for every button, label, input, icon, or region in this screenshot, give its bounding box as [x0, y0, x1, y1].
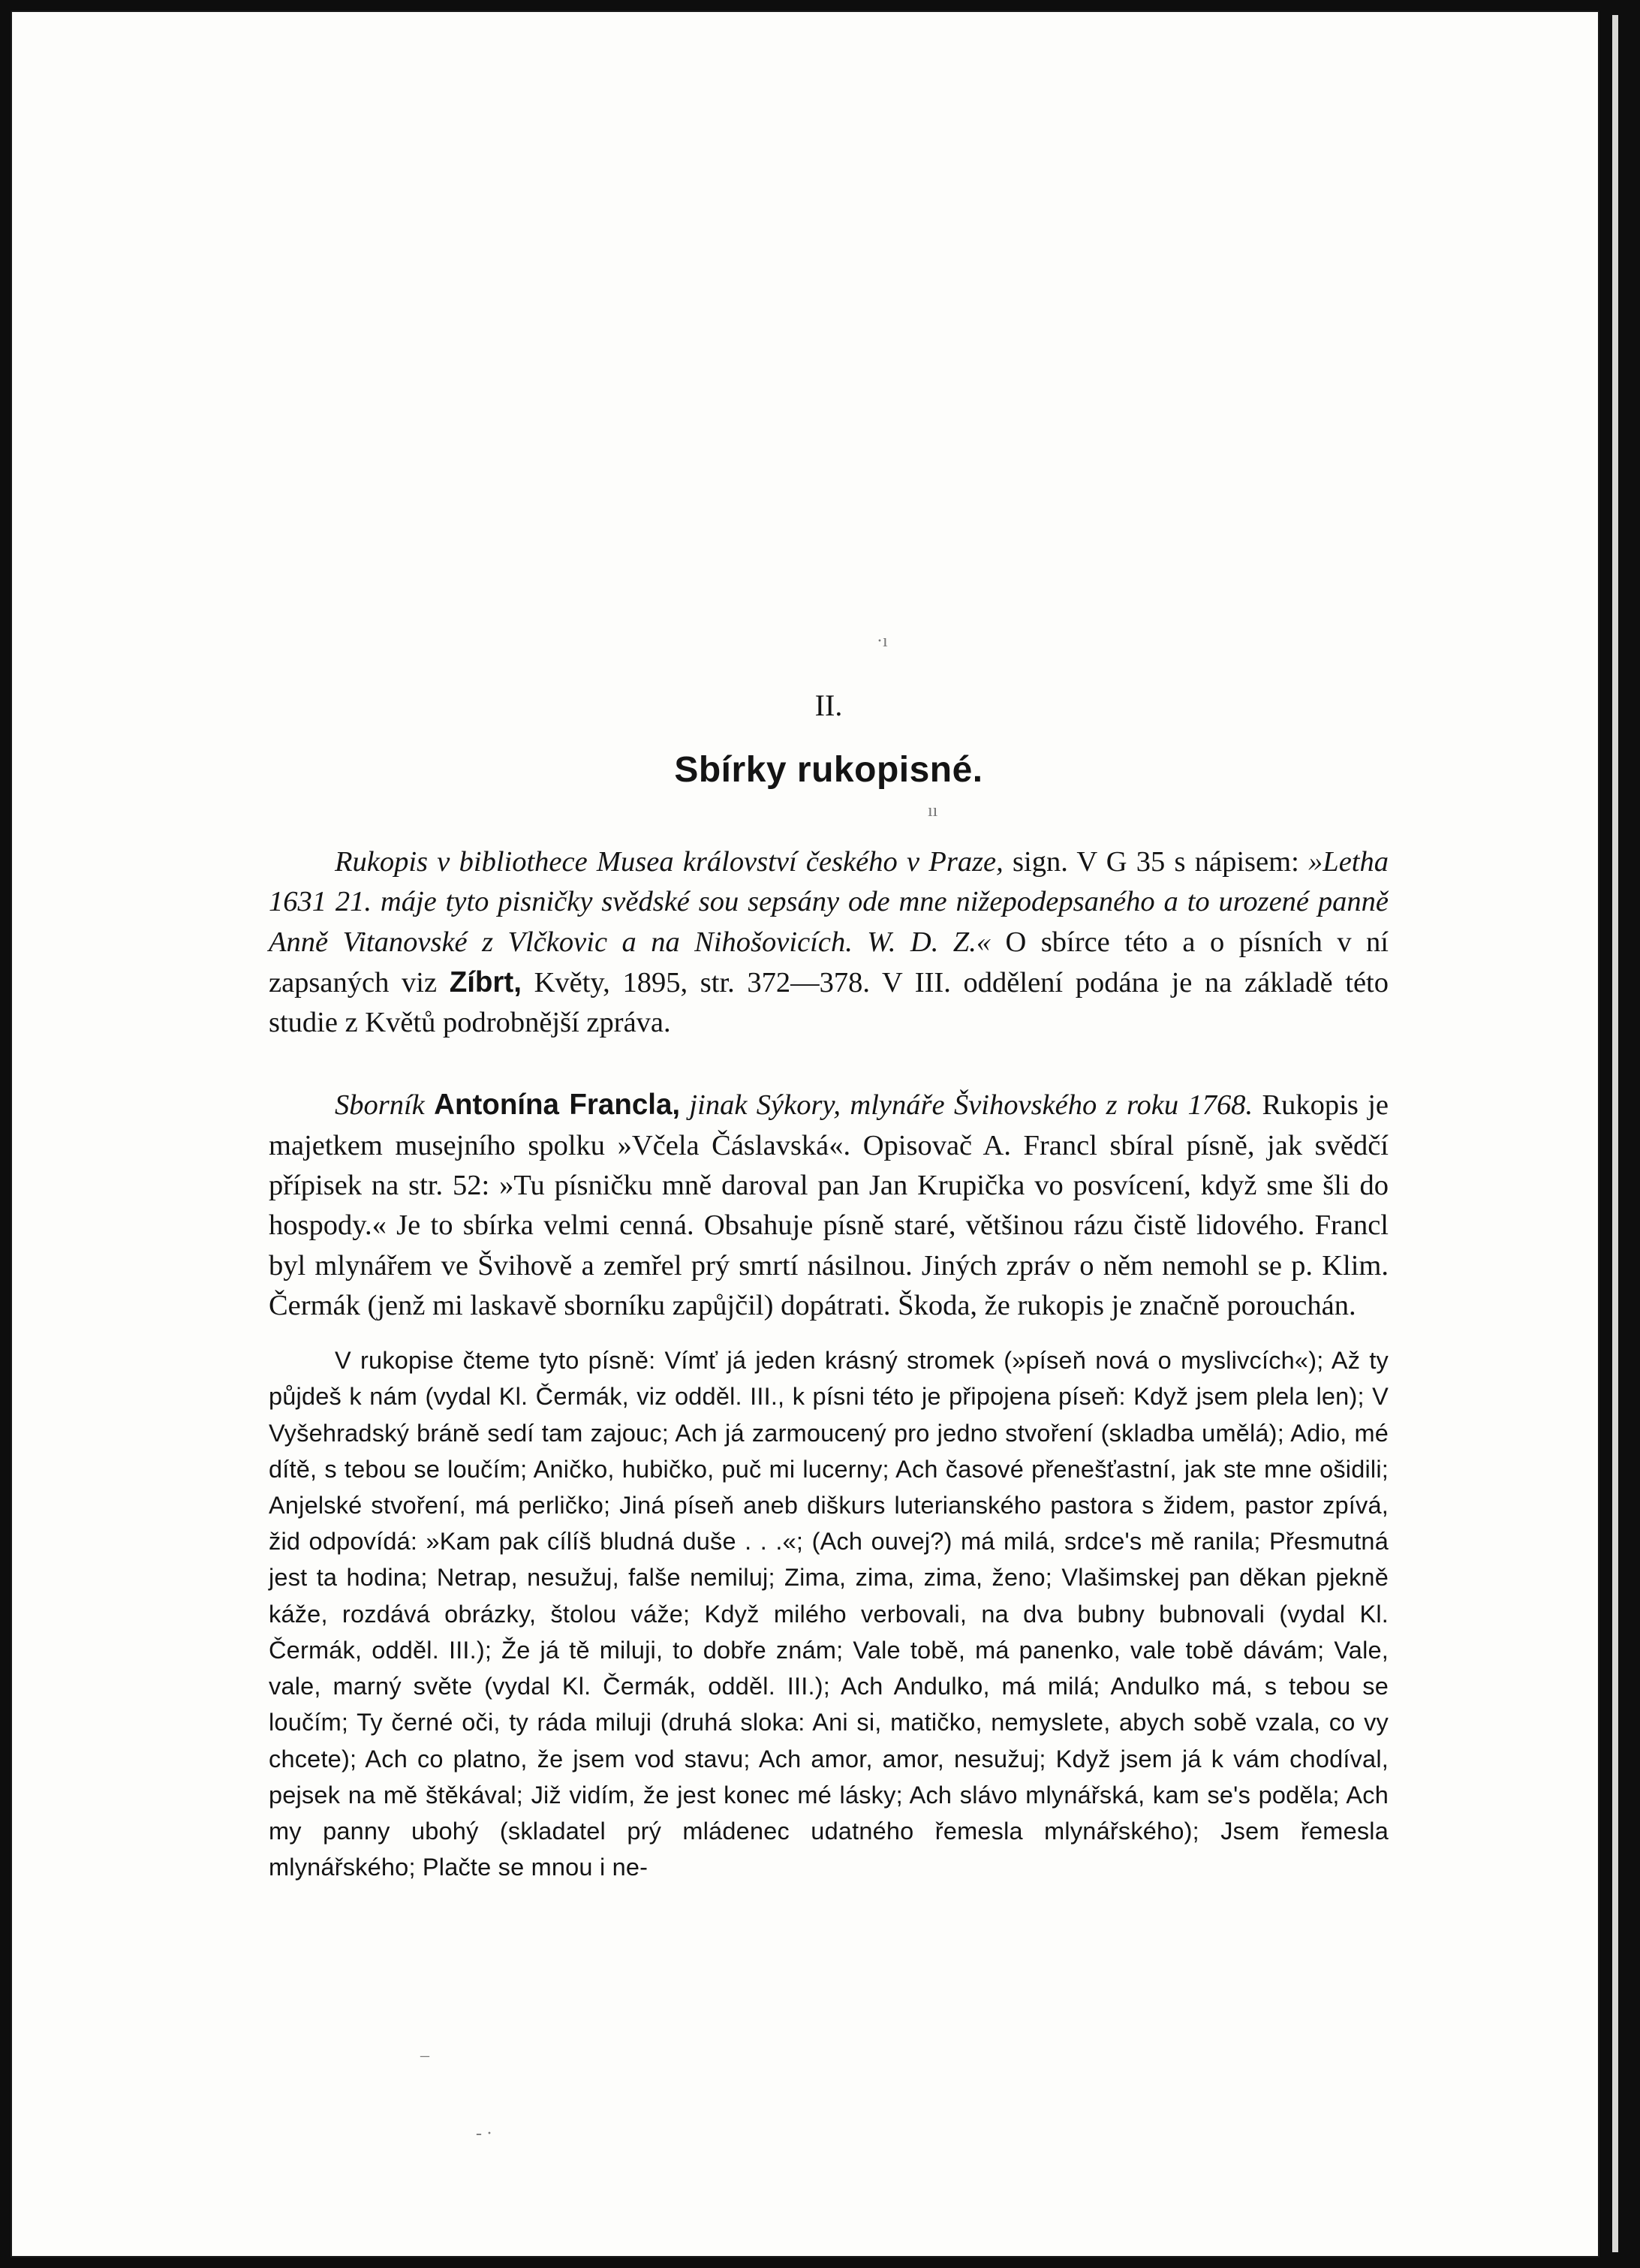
- section-title: Sbírky rukopisné.: [674, 750, 983, 790]
- paragraph-song-list: V rukopise čteme tyto písně: Vímť já jeden krásný stromek (»píseň nová o myslivcích«); Až ty půjdeš k nám (vydal Kl. Čermák, viz odděl. III., k písni této je připojena píseň: Když jsem plela len); V Vyšehradský bráně sedí tam zajouc; Ach já zarmoucený pro jedno stvoření (skladba umělá); Adio, mé dítě, s tebou se loučím; Aničko, hubičko, puč mi lucerny; Ach časové přenešťastní, jak ste mne ošidili; Anjelské stvoření, má perličko; Jiná píseň aneb diškurs luterianského pastora s židem, pastor zpívá, žid odpovídá: »Kam pak cílíš bludná duše . . .«; (Ach ouvej?) má milá, srdce's mě ranila; Přesmutná jest ta hodina; Netrap, nesužuj, falše nemiluj; Zima, zima, zima, ženo; Vlašimskej pan děkan pjekně káže, rozdává obrázky, štolou váže; Když milého verbovali, na dva bubny bubnovali (vydal Kl. Čermák, odděl. III.); Že já tě miluji, to dobře znám; Vale tobě, má panenko, vale tobě dávám; Vale, vale, marný světe (vydal Kl. Čermák, odděl. III.); Ach Andulko, má milá; Andulko má, s tebou se loučím; Ty černé oči, ty ráda miluji (druhá sloka: Ani si, matičko, nemyslete, abych sobě vzala, co vy chcete); Ach co platno, že jsem vod stavu; Ach amor, amor, nesužuj; Když jsem já k vám chodíval, pejsek na mě štěkával; Již vidím, že jest konec mé lásky; Ach slávo mlynářská, kam se's poděla; Ach my panny ubohý (skladatel prý mládenec udatného řemesla mlynářského); Jsem řemesla mlynářského; Plačte se mnou i ne-: [269, 1347, 1389, 1881]
- scan-border: [1599, 0, 1640, 2268]
- adjacent-page-edge: [1612, 15, 1618, 2252]
- paragraph-text: O sbírce této a o písních v ní zapsaných viz: [269, 926, 1389, 998]
- inscription-quote: »Letha 1631 21. máje tyto pisničky svědské sou sepsány ode mne nižepodepsaného a to urozené panně Anně Vitanovské z Vlčkovic a na Nihošovicích. W. D. Z.«: [269, 846, 1389, 958]
- paragraph-text: Rukopis je majetkem musejního spolku »Včela Čáslavská«. Opisovač A. Francl sbíral písně, jak svědčí přípisek na str. 52: »Tu písničku mně daroval pan Jan Krupička vo posvícení, když sme šli do hospody.« Je to sbírka velmi cenná. Obsahuje písně staré, většinou rázu čistě lidového. Francl byl mlynářem ve Švihově a zemřel prý smrtí násilnou. Jiných zpráv o něm nemohl se p. Klim. Čermák (jenž mi laskavě sborníku zapůjčil) dopátrati. Škoda, že rukopis je značně porouchán.: [269, 1089, 1389, 1321]
- collector-name: Antonína Francla,: [434, 1089, 681, 1122]
- signature-text: sign. V G 35 s nápisem:: [1003, 846, 1309, 878]
- collection-title: jinak Sýkory, mlynáře Švihovského z roku 1768.: [680, 1089, 1253, 1122]
- author-reference: Zíbrt,: [449, 965, 522, 998]
- scan-speck: ıı: [928, 801, 938, 821]
- text-column: [269, 688, 1389, 1885]
- lead-italic: Sborník: [335, 1089, 435, 1122]
- paragraph-museum-manuscript: [269, 842, 1389, 1043]
- paragraph-francl-collection: [269, 1085, 1389, 1326]
- scan-speck: ·ı: [877, 631, 888, 651]
- section-number: II.: [814, 688, 843, 722]
- scan-speck: –: [420, 2046, 429, 2065]
- scan-speck: - ·: [476, 2124, 492, 2143]
- paragraph-text: Květy, 1895, str. 372—378. V III. oddělení podána je na základě této studie z Květů podrobnější zpráva.: [269, 966, 1389, 1039]
- source-title: Rukopis v bibliothece Musea království českého v Praze,: [335, 846, 1004, 878]
